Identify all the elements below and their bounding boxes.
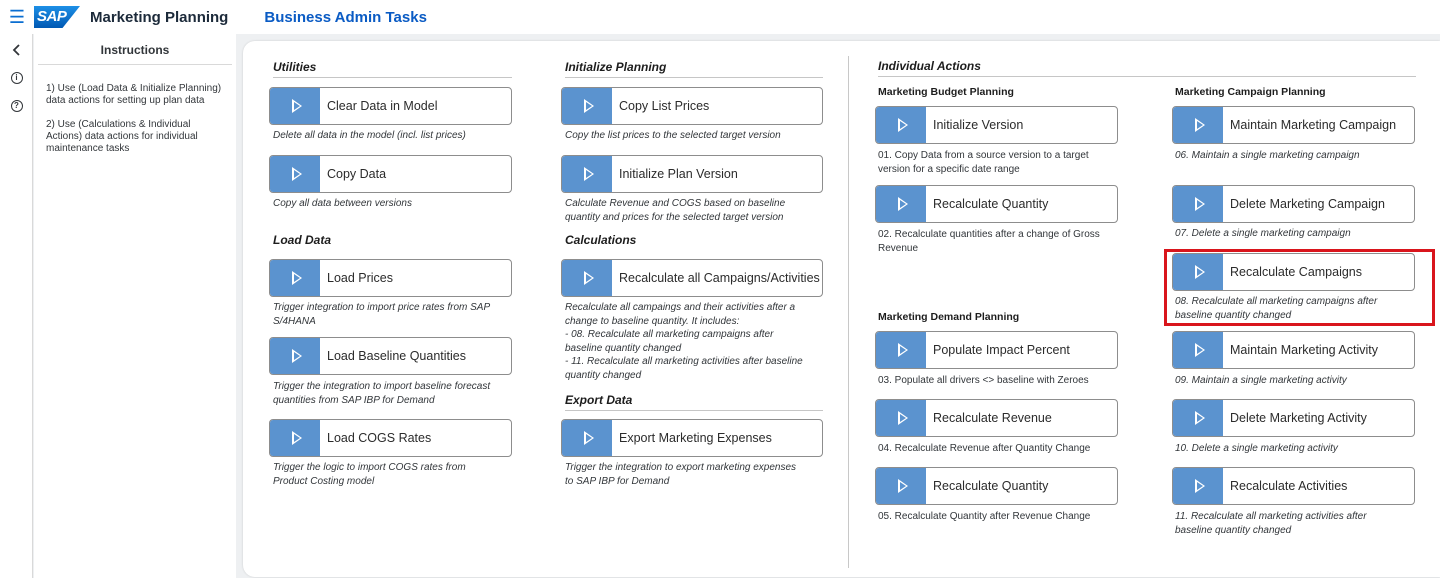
section-initialize-planning: Initialize Planning: [565, 60, 823, 78]
description-line: baseline quantity changed: [1175, 309, 1292, 321]
delete-marketing-campaign-button[interactable]: Delete Marketing Campaign: [1172, 185, 1415, 223]
description-line: 08. Recalculate all marketing campaigns after: [1175, 296, 1378, 307]
description-line: Recalculate all campaings and their activities after a: [565, 302, 796, 313]
description-line: 07. Delete a single marketing campaign: [1175, 228, 1351, 239]
description-line: baseline quantity changed: [1175, 524, 1292, 536]
recalculate-activities-button[interactable]: Recalculate Activities: [1172, 467, 1415, 505]
description-line: - 11. Recalculate all marketing activities after baseline: [565, 356, 803, 367]
play-icon: [876, 107, 926, 143]
description-line: Copy all data between versions: [273, 198, 412, 209]
description-line: quantity and prices for the selected target version: [565, 211, 784, 223]
action-description: [273, 461, 518, 488]
instructions-panel: [34, 34, 236, 578]
action-description: [878, 149, 1123, 176]
page-title: Business Admin Tasks: [264, 8, 427, 26]
clear-data-button[interactable]: Clear Data in Model: [269, 87, 512, 125]
play-icon: [876, 186, 926, 222]
action-description: [565, 301, 827, 382]
action-description: [1175, 374, 1420, 388]
play-icon: [270, 260, 320, 296]
initialize-version-button[interactable]: Initialize Version: [875, 106, 1118, 144]
description-line: 04. Recalculate Revenue after Quantity Change: [878, 443, 1091, 454]
recalculate-all-button[interactable]: Recalculate all Campaigns/Activities: [561, 259, 823, 297]
action-description: [565, 461, 827, 488]
description-line: Copy the list prices to the selected target version: [565, 130, 781, 141]
load-prices-button[interactable]: Load Prices: [269, 259, 512, 297]
section-utilities: Utilities: [273, 60, 512, 78]
description-line: Trigger integration to import price rates from SAP: [273, 302, 491, 313]
app-title: Marketing Planning: [90, 8, 229, 26]
subsection-campaign-planning: Marketing Campaign Planning: [1175, 86, 1326, 98]
action-description: [1175, 227, 1420, 241]
populate-impact-percent-button[interactable]: Populate Impact Percent: [875, 331, 1118, 369]
description-line: Trigger the integration to import baseline forecast: [273, 381, 491, 392]
section-individual-actions: Individual Actions: [878, 59, 1416, 77]
recalculate-campaigns-button[interactable]: Recalculate Campaigns: [1172, 253, 1415, 291]
action-description: [1175, 149, 1420, 163]
action-description: [273, 301, 518, 328]
action-description: [878, 442, 1123, 456]
play-icon: [1173, 186, 1223, 222]
export-marketing-expenses-button[interactable]: Export Marketing Expenses: [561, 419, 823, 457]
description-line: quantity changed: [565, 369, 642, 381]
copy-list-prices-button[interactable]: Copy List Prices: [561, 87, 823, 125]
play-icon: [270, 420, 320, 456]
column-divider: [848, 56, 849, 568]
description-line: 05. Recalculate Quantity after Revenue Change: [878, 511, 1091, 522]
play-icon: [562, 260, 612, 296]
play-icon: [1173, 332, 1223, 368]
left-rail: [0, 34, 33, 578]
hamburger-icon[interactable]: ☰: [8, 6, 26, 27]
instruction-text: 2) Use (Calculations & Individual Actions) data actions for individual maintenance tasks: [46, 119, 198, 154]
play-icon: [562, 88, 612, 124]
description-line: - 08. Recalculate all marketing campaigns after: [565, 329, 774, 340]
section-calculations: Calculations: [565, 233, 637, 247]
description-line: Product Costing model: [273, 475, 375, 487]
shell-header: [0, 0, 1440, 34]
subsection-budget-planning: Marketing Budget Planning: [878, 86, 1014, 98]
delete-marketing-activity-button[interactable]: Delete Marketing Activity: [1172, 399, 1415, 437]
description-line: 02. Recalculate quantities after a change of Gross: [878, 229, 1100, 240]
play-icon: [562, 156, 612, 192]
description-line: 11. Recalculate all marketing activities after: [1175, 511, 1367, 522]
instruction-text: 1) Use (Load Data & Initialize Planning) data actions for setting up plan data: [46, 83, 222, 106]
description-line: to SAP IBP for Demand: [565, 475, 670, 487]
highlight-box: [1164, 249, 1435, 326]
action-description: [565, 129, 827, 143]
play-icon: [876, 332, 926, 368]
action-description: [1175, 442, 1420, 456]
maintain-marketing-activity-button[interactable]: Maintain Marketing Activity: [1172, 331, 1415, 369]
subsection-demand-planning: Marketing Demand Planning: [878, 311, 1020, 323]
action-description: [565, 197, 827, 224]
initialize-plan-version-button[interactable]: Initialize Plan Version: [561, 155, 823, 193]
recalculate-quantity-button[interactable]: Recalculate Quantity: [875, 185, 1118, 223]
recalculate-revenue-button[interactable]: Recalculate Revenue: [875, 399, 1118, 437]
description-line: Calculate Revenue and COGS based on baseline: [565, 198, 786, 209]
play-icon: [270, 88, 320, 124]
description-line: 09. Maintain a single marketing activity: [1175, 375, 1347, 386]
load-cogs-rates-button[interactable]: Load COGS Rates: [269, 419, 512, 457]
description-line: S/4HANA: [273, 315, 316, 327]
action-description: [273, 380, 518, 407]
play-icon: [270, 156, 320, 192]
description-line: quantities from SAP IBP for Demand: [273, 394, 435, 406]
section-export-data: Export Data: [565, 393, 823, 411]
action-description: [878, 228, 1123, 255]
help-icon[interactable]: ?: [0, 92, 33, 120]
description-line: 01. Copy Data from a source version to a target: [878, 150, 1089, 161]
recalculate-quantity-2-button[interactable]: Recalculate Quantity: [875, 467, 1118, 505]
play-icon: [270, 338, 320, 374]
description-line: Trigger the logic to import COGS rates from: [273, 462, 466, 473]
description-line: change to baseline quantity. It includes:: [565, 315, 740, 327]
section-load-data: Load Data: [273, 233, 332, 247]
description-line: Revenue: [878, 242, 919, 254]
action-description: [273, 129, 518, 143]
description-line: Trigger the integration to export marketing expenses: [565, 462, 797, 473]
load-baseline-quantities-button[interactable]: Load Baseline Quantities: [269, 337, 512, 375]
play-icon: [876, 400, 926, 436]
action-description: [878, 374, 1123, 388]
info-icon[interactable]: i: [0, 64, 33, 92]
play-icon: [562, 420, 612, 456]
play-icon: [876, 468, 926, 504]
chevron-left-icon[interactable]: [0, 36, 33, 64]
description-line: 03. Populate all drivers <> baseline with Zeroes: [878, 375, 1089, 386]
play-icon: [1173, 400, 1223, 436]
description-line: baseline quantity changed: [565, 342, 682, 354]
description-line: 06. Maintain a single marketing campaign: [1175, 150, 1360, 161]
action-description: [273, 197, 518, 211]
description-line: version for a specific date range: [878, 163, 1020, 175]
action-description: [1175, 510, 1420, 537]
description-line: Delete all data in the model (incl. list prices): [273, 130, 466, 141]
play-icon: [1173, 107, 1223, 143]
action-description: [878, 510, 1123, 524]
play-icon: [1173, 468, 1223, 504]
instructions-title: Instructions: [38, 34, 232, 65]
description-line: 10. Delete a single marketing activity: [1175, 443, 1338, 454]
maintain-marketing-campaign-button[interactable]: Maintain Marketing Campaign: [1172, 106, 1415, 144]
sap-logo[interactable]: SAP: [34, 6, 80, 28]
copy-data-button[interactable]: Copy Data: [269, 155, 512, 193]
